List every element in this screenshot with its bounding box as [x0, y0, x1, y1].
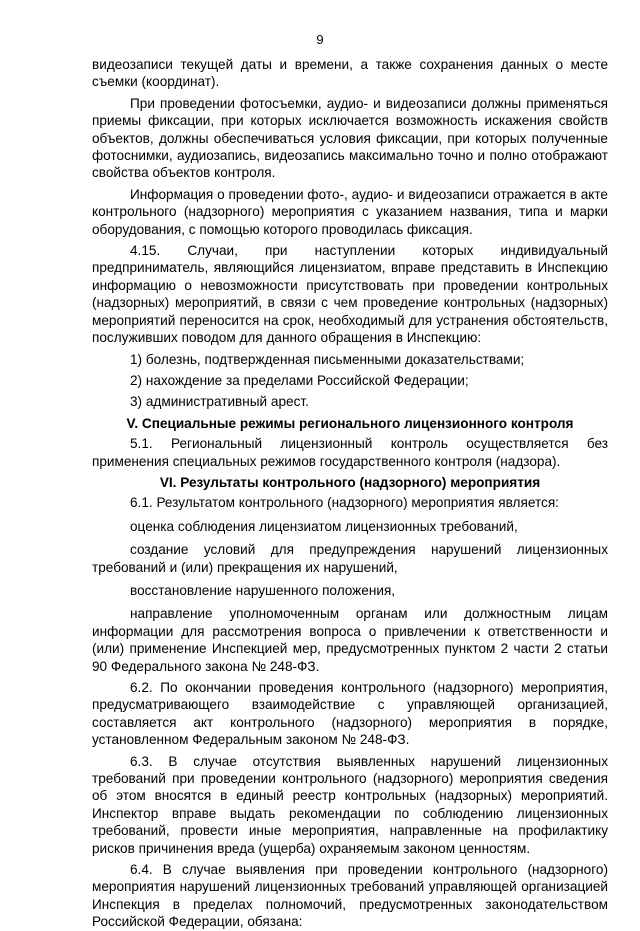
- paragraph: восстановление нарушенного положения,: [130, 582, 396, 598]
- page-number: 9: [316, 32, 324, 47]
- paragraph: При проведении фотосъемки, аудио- и видеозаписи должны применяться приемы фиксации, при которых исключается возможность искажения свойств объектов, должны обеспечиваться условия фиксации, при которых полученные фотоснимки, аудиозапись, видеозапись максимально точно и полно отображают свойства объектов контроля.: [92, 95, 608, 181]
- paragraph: 5.1. Региональный лицензионный контроль осуществляется без применения специальных режимов государственного контроля (надзора).: [92, 436, 608, 469]
- paragraph: 6.4. В случае выявления при проведении контрольного (надзорного) мероприятия нарушений лицензионных требований управляющей организацией Инспекция в пределах полномочий, предусмотренных законодательством Российской Федерации, обязана:: [92, 862, 608, 930]
- list-item: 3) административный арест.: [130, 394, 309, 410]
- paragraph: Информация о проведении фото-, аудио- и видеозаписи отражается в акте контрольного (надзорного) мероприятия с указанием названия, типа и марки оборудования, с помощью которого проводилась фиксация.: [92, 186, 608, 237]
- list-item: 1) болезнь, подтвержденная письменными доказательствами;: [130, 351, 525, 367]
- paragraph: 6.2. По окончании проведения контрольного (надзорного) мероприятия, предусматривающего взаимодействие с управляющей организацией, составляется акт контрольного (надзорного) мероприятия в порядке, установленном Федеральным законом № 248-ФЗ.: [92, 680, 608, 748]
- section-heading: VI. Результаты контрольного (надзорного) мероприятия: [159, 474, 541, 490]
- paragraph: видеозаписи текущей даты и времени, а также сохранения данных о месте съемки (координат).: [92, 57, 608, 90]
- paragraph: направление уполномоченным органам или должностным лицам информации для рассмотрения вопроса о привлечении к ответственности и (или) применение Инспекцией мер, предусмотренных пунктом 2 части 2 статьи 90 Федерального закона № 248-ФЗ.: [92, 606, 608, 674]
- section-heading: V. Специальные режимы регионального лицензионного контроля: [126, 415, 574, 431]
- paragraph: 6.1. Результатом контрольного (надзорного) мероприятия является:: [130, 495, 559, 511]
- list-item: 2) нахождение за пределами Российской Федерации;: [130, 372, 469, 388]
- paragraph: 6.3. В случае отсутствия выявленных нарушений лицензионных требований при проведении контрольного (надзорного) мероприятия сведения об этом вносятся в единый реестр контрольных (надзорных) мероприятий. Инспектор вправе выдать рекомендации по соблюдению лицензионных требований, провести иные мероприятия, направленные на профилактику рисков причинения вреда (ущерба) охраняемым законом ценностям.: [92, 753, 608, 856]
- paragraph: оценка соблюдения лицензиатом лицензионных требований,: [130, 518, 518, 534]
- document-body: [92, 56, 608, 931]
- paragraph: создание условий для предупреждения нарушений лицензионных требований и (или) прекращения их нарушений,: [92, 542, 608, 575]
- paragraph: 4.15. Случаи, при наступлении которых индивидуальный предприниматель, являющийся лицензиатом, вправе представить в Инспекцию информацию о невозможности присутствовать при проведении контрольных (надзорных) мероприятий, в связи с чем проведение контрольных (надзорных) мероприятий переносится на срок, необходимый для устранения обстоятельств, послуживших поводом для данного обращения в Инспекцию:: [92, 243, 608, 346]
